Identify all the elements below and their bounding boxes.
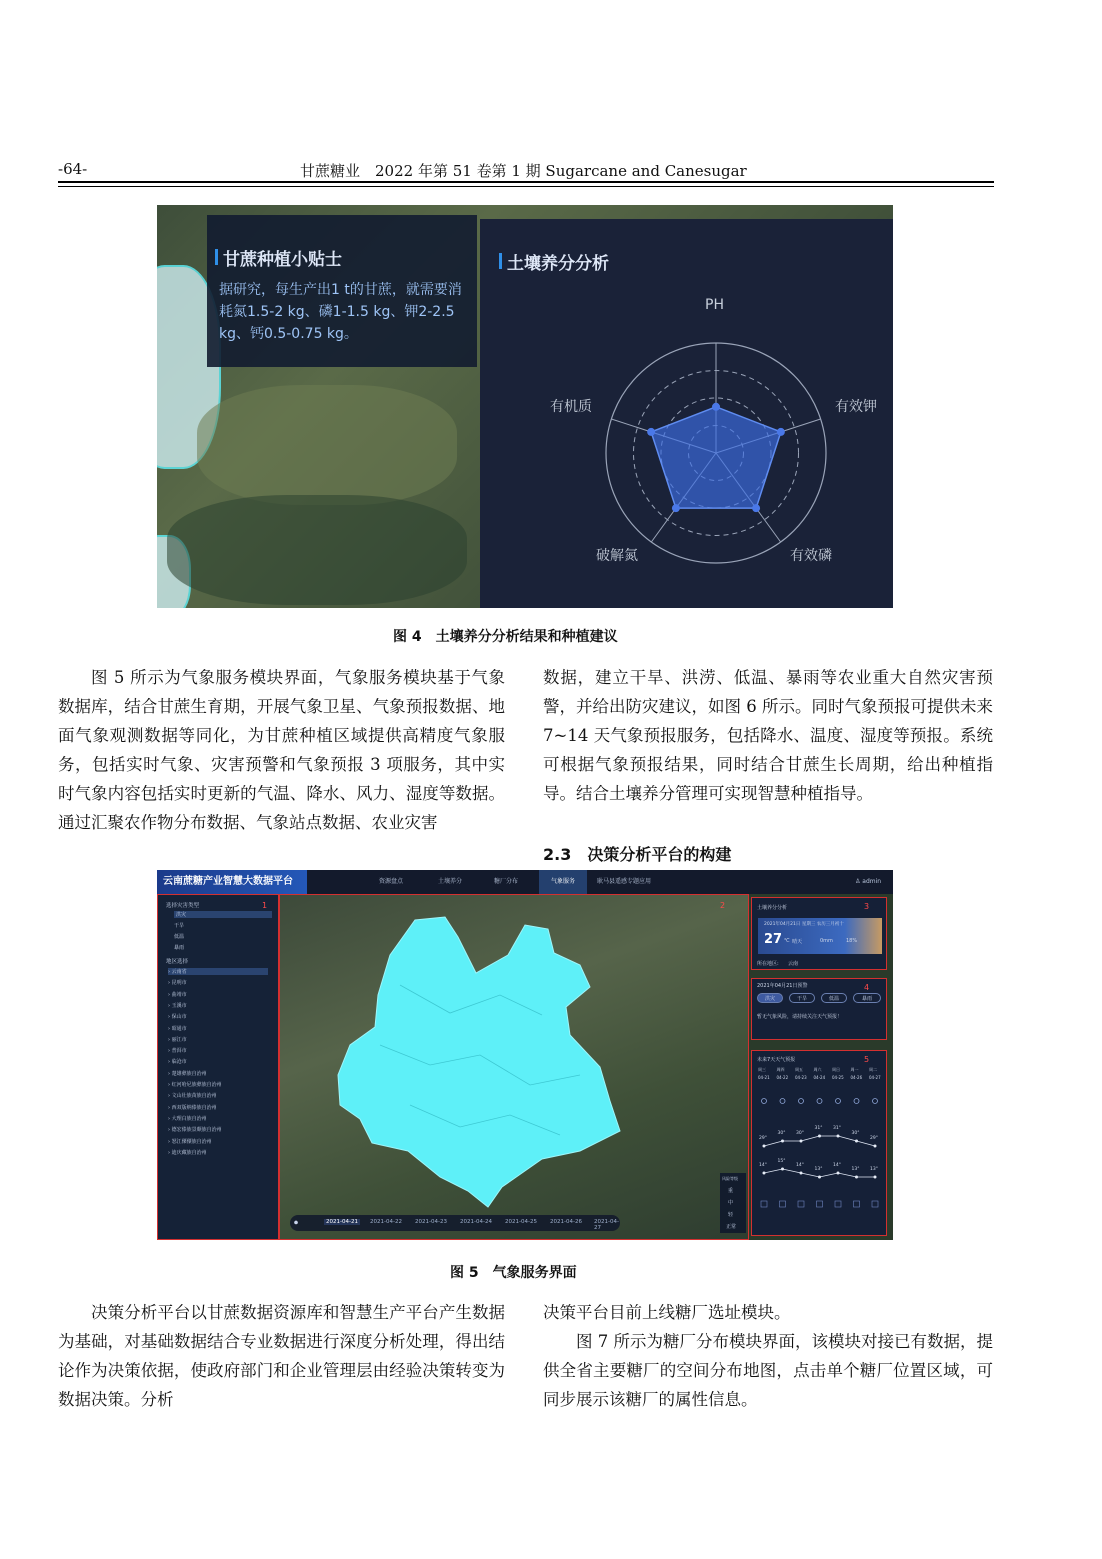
radar-point (777, 428, 785, 436)
user-name: admin (862, 878, 882, 885)
weather-condition: 晴天 (792, 939, 803, 945)
warning-tab-flood[interactable]: 洪灾 (757, 993, 783, 1003)
nav-weather[interactable]: 气象服务 (539, 870, 587, 894)
forecast-high-label: 30° (796, 1131, 804, 1136)
weather-unit: ℃ (784, 938, 790, 944)
nav-soil[interactable]: 土壤养分 (438, 878, 463, 885)
forecast-day: 周日 (832, 1067, 840, 1072)
legend-level: 正常 (726, 1224, 737, 1230)
warning-tab-cold[interactable]: 低温 (821, 993, 847, 1003)
tip-panel-text: 据研究，每生产出1 t的甘蔗，就需要消耗氮1.5-2 kg、磷1-1.5 kg、钾2-2.5 kg、钙0.5-0.75 kg。 (219, 282, 462, 342)
warning-tab-rainstorm[interactable]: 暴雨 (853, 993, 881, 1003)
panel3-title: 土壤养分分析 (757, 905, 788, 911)
journal-header: 甘蔗糖业 2022 年第 51 卷第 1 期 Sugarcane and Canesugar (300, 162, 747, 180)
disaster-option[interactable]: 低温 (174, 934, 185, 940)
region-option[interactable]: › 普洱市 (168, 1048, 187, 1055)
marker-3: 3 (864, 902, 870, 911)
forecast-low-label: 13° (814, 1167, 823, 1172)
terrain-patch (167, 495, 467, 605)
rain-icon (835, 1201, 841, 1207)
legend-level: 中 (728, 1200, 734, 1206)
radar-label-phosphorus: 有效磷 (790, 548, 832, 564)
warning-message: 暂无气象风险，请持续关注天气预报！ (757, 1014, 843, 1020)
radar-point (752, 504, 760, 512)
radar-point (712, 403, 720, 411)
disaster-type-heading: 选择灾害类型 (166, 903, 200, 909)
rain-icon (872, 1201, 878, 1207)
timeline-date[interactable]: 2021-04-25 (505, 1219, 537, 1225)
region-option[interactable]: › 临沧市 (168, 1059, 187, 1066)
forecast-day: 周二 (869, 1067, 877, 1072)
platform-brand: 云南蔗糖产业智慧大数据平台 (157, 870, 307, 894)
weather-icon (854, 1099, 859, 1104)
region-option[interactable]: › 红河哈尼族彝族自治州 (168, 1082, 222, 1088)
forecast-day: 周五 (795, 1067, 803, 1072)
nav-gengma[interactable]: 耿马县遥感专题应用 (597, 878, 652, 885)
figure-4-screenshot (157, 205, 893, 608)
location-value: 云南 (788, 961, 799, 967)
region-option[interactable]: › 怒江傈僳族自治州 (168, 1138, 212, 1145)
region-option[interactable]: › 昭通市 (168, 1025, 187, 1032)
radar-label-organic: 有机质 (550, 399, 592, 415)
forecast-high-label: 29° (759, 1136, 767, 1141)
location-label: 所在地区: (757, 961, 779, 967)
risk-legend (720, 1173, 746, 1233)
timeline-date[interactable]: 2021-04-23 (415, 1219, 447, 1225)
region-option[interactable]: › 丽江市 (168, 1036, 187, 1043)
marker-2: 2 (720, 901, 726, 910)
header-rule-thin (58, 186, 994, 187)
title-accent-bar (215, 249, 218, 265)
figure-4-caption: 图 4 土壤养分分析结果和种植建议 (393, 629, 618, 645)
rain-icon (798, 1201, 804, 1207)
weather-icon (762, 1099, 767, 1104)
region-option[interactable]: › 玉溪市 (168, 1002, 187, 1009)
tip-panel-title: 甘蔗种植小贴士 (223, 250, 342, 270)
region-option[interactable]: › 楚雄彝族自治州 (168, 1070, 207, 1077)
weather-humidity: 18% (846, 938, 858, 944)
warning-tab-drought[interactable]: 干旱 (789, 993, 815, 1003)
paragraph-decision-right-b: 图 7 所示为糖厂分布模块界面，该模块对接已有数据，提供全省主要糖厂的空间分布地图，点击单个糖厂位置区域，可同步展示该糖厂的属性信息。 (543, 1332, 993, 1409)
paragraph-weather-left: 图 5 所示为气象服务模块界面，气象服务模块基于气象数据库，结合甘蔗生育期，开展气象卫星、气象预报数据、地面气象观测数据等同化，为甘蔗种植区域提供高精度气象服务，包括实时气象、灾害预警和气象预报 3 项服务，其中实时气象内容包括实时更新的气温、降水、风力、湿度等数据。通过汇聚农作物分布数据、气象站点数据、农业灾害 (58, 668, 505, 832)
disaster-option[interactable]: 洪灾 (174, 911, 272, 918)
forecast-date: 04-21 (758, 1075, 770, 1080)
region-option[interactable]: › 文山壮族苗族自治州 (168, 1093, 217, 1100)
forecast-low-label: 14° (759, 1163, 767, 1168)
region-option[interactable]: › 昆明市 (168, 980, 187, 987)
marker-4: 4 (864, 983, 870, 992)
soil-panel-title: 土壤养分分析 (507, 254, 609, 274)
forecast-date: 04-27 (869, 1075, 881, 1080)
legend-level: 重 (728, 1188, 734, 1194)
legend-level: 轻 (728, 1212, 734, 1218)
forecast-day: 周四 (776, 1067, 785, 1072)
user-icon: ♙ (855, 878, 863, 885)
weather-icon (836, 1099, 841, 1104)
weather-rain: 0mm (820, 938, 833, 944)
panel-7day-forecast (751, 1050, 887, 1236)
timeline-bar[interactable] (290, 1215, 620, 1231)
region-heading: 地区选择 (166, 959, 189, 965)
forecast-low-label: 14° (833, 1163, 841, 1168)
nav-resources[interactable]: 资源盘点 (379, 878, 404, 885)
forecast-date: 04-26 (850, 1075, 863, 1080)
forecast-date: 04-24 (813, 1075, 826, 1080)
forecast-day: 周一 (850, 1067, 859, 1072)
timeline-date[interactable]: 2021-04-24 (460, 1219, 492, 1225)
rain-icon (854, 1201, 860, 1207)
radar-label-ph: PH (705, 297, 724, 313)
radar-point (672, 504, 680, 512)
marker-5: 5 (864, 1055, 870, 1064)
radar-label-nitrogen: 破解氮 (596, 548, 638, 564)
forecast-high-label: 29° (870, 1136, 878, 1141)
weather-date: 2021年04月21日 星期三 农历三月初十 (764, 922, 844, 927)
forecast-date: 04-23 (795, 1075, 807, 1080)
weather-icon (780, 1099, 785, 1104)
forecast-title: 未来7天天气预报 (757, 1057, 796, 1063)
rain-icon (761, 1201, 767, 1207)
radar-label-potassium: 有效钾 (835, 399, 877, 415)
figure-5-screenshot (157, 870, 893, 1240)
page-number: -64- (58, 160, 88, 178)
soil-analysis-panel (480, 219, 893, 608)
disaster-option[interactable]: 暴雨 (174, 945, 185, 951)
weather-map[interactable] (279, 894, 749, 1240)
section-heading: 2.3 决策分析平台的构建 (543, 845, 732, 864)
weather-temperature: 27 (764, 932, 783, 947)
user-menu[interactable] (855, 870, 881, 894)
weather-icon (873, 1099, 878, 1104)
top-navbar (157, 870, 893, 894)
play-icon[interactable]: ⏺ (294, 1218, 298, 1227)
forecast-high-label: 30° (777, 1131, 786, 1136)
region-option[interactable]: › 西双版纳傣族自治州 (168, 1104, 217, 1111)
weather-icon (817, 1099, 822, 1104)
panel-realtime-weather (751, 897, 887, 970)
forecast-day: 周三 (758, 1067, 766, 1072)
header-rule-thick (58, 181, 994, 183)
nav-sugar-mills[interactable]: 糖厂分布 (494, 878, 519, 885)
radar-point (647, 428, 655, 436)
forecast-low-label: 13° (870, 1167, 878, 1172)
weather-card (758, 918, 882, 954)
region-option[interactable]: › 曲靖市 (168, 991, 187, 998)
forecast-date: 04-25 (832, 1075, 844, 1080)
forecast-high-label: 31° (814, 1126, 823, 1131)
disaster-option[interactable]: 干旱 (174, 923, 185, 929)
forecast-low-label: 14° (796, 1163, 804, 1168)
timeline-date[interactable]: 2021-04-26 (550, 1219, 582, 1225)
forecast-low-label: 15° (777, 1159, 786, 1164)
terrain-patch (197, 385, 457, 505)
region-option[interactable]: › 云南省 (168, 968, 268, 975)
radar-area (651, 407, 781, 508)
region-option[interactable]: › 德宏傣族景颇族自治州 (168, 1127, 222, 1134)
rain-icon (780, 1201, 786, 1207)
left-filter-panel (157, 894, 279, 1240)
marker-1: 1 (262, 901, 268, 910)
forecast-date: 04-22 (776, 1075, 789, 1080)
timeline-date[interactable]: 2021-04-21 (326, 1219, 358, 1225)
region-option[interactable]: › 保山市 (168, 1014, 187, 1021)
paragraph-decision-right-a: 决策平台目前上线糖厂选址模块。 (543, 1303, 791, 1322)
timeline-date[interactable]: 2021-04-27 (594, 1219, 619, 1231)
forecast-low-label: 13° (851, 1167, 860, 1172)
region-option[interactable]: › 迪庆藏族自治州 (168, 1149, 207, 1156)
panel-disaster-warning (751, 978, 887, 1040)
rain-icon (817, 1201, 823, 1207)
paragraph-decision-left: 决策分析平台以甘蔗数据资源库和智慧生产平台产生数据为基础，对基础数据结合专业数据进行深度分析处理，得出结论作为决策依据，使政府部门和企业管理层由经验决策转变为数据决策。分析 (58, 1303, 505, 1409)
legend-title: 风险等级 (722, 1176, 738, 1181)
figure-5-caption: 图 5 气象服务界面 (450, 1265, 577, 1281)
warning-date: 2021年04月21日预警 (757, 983, 808, 989)
forecast-high-label: 31° (833, 1126, 841, 1131)
yunnan-province-map (280, 895, 750, 1240)
forecast-high-label: 30° (851, 1131, 860, 1136)
timeline-date[interactable]: 2021-04-22 (370, 1219, 402, 1225)
region-option[interactable]: › 大理白族自治州 (168, 1115, 207, 1122)
weather-icon (799, 1099, 804, 1104)
forecast-day: 周六 (813, 1067, 822, 1072)
paragraph-weather-right: 数据，建立干旱、洪涝、低温、暴雨等农业重大自然灾害预警，并给出防灾建议，如图 6 所示。同时气象预报可提供未来 7~14 天气象预报服务，包括降水、温度、湿度等预报。系统可根据气象预报结果，同时结合甘蔗生长周期，给出种植指导。结合土壤养分管理可实现智慧种植指导。 (543, 668, 993, 803)
